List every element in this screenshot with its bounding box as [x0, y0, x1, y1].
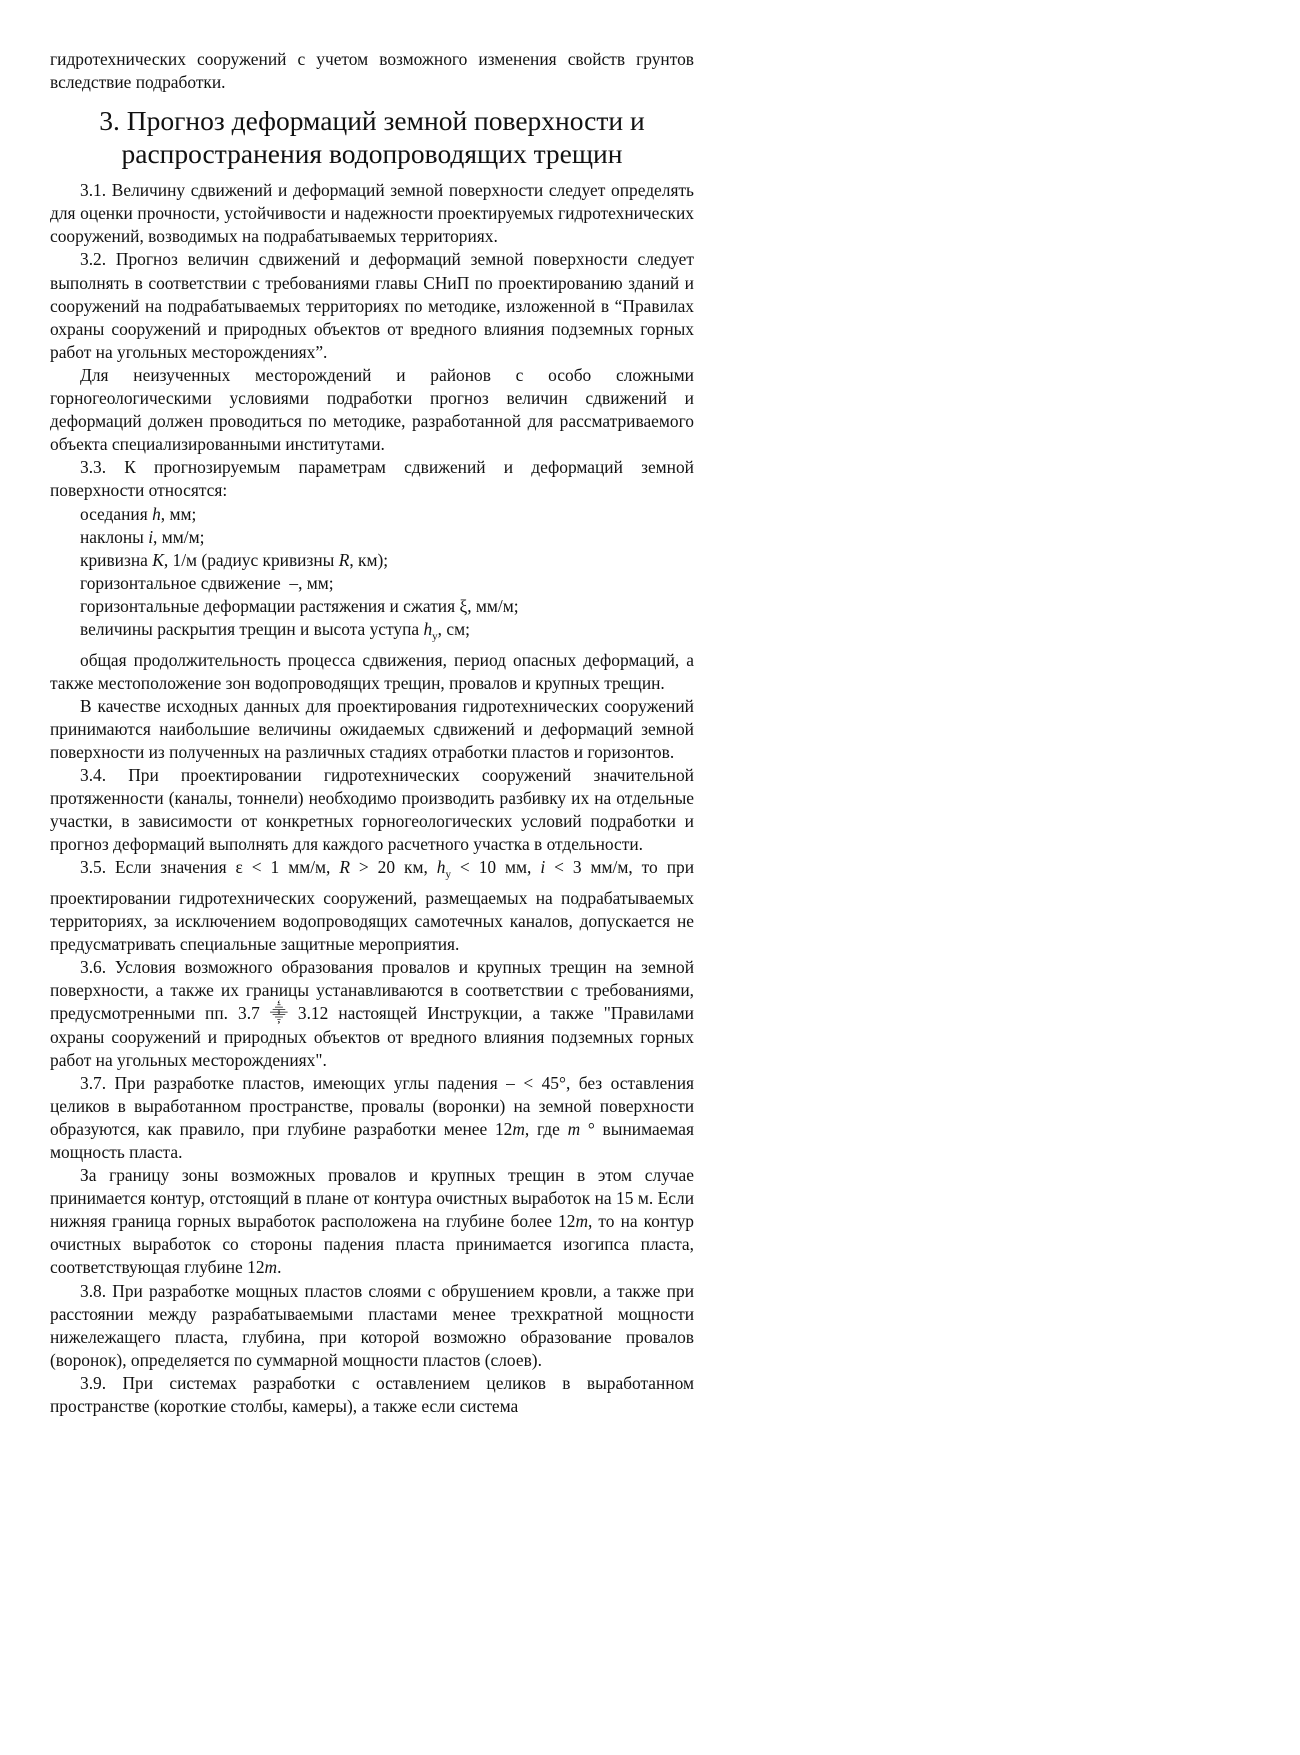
paragraph-3-9: 3.9. При системах разработки с оставлением целиков в выработанном пространстве (короткие столбы, камеры), а также если система [50, 1372, 694, 1416]
param-item: горизонтальные деформации растяжения и сжатия ξ, мм/м; [80, 595, 519, 616]
paragraph-3-1: 3.1. Величину сдвижений и деформаций земной поверхности следует определять для оценки прочности, устойчивости и надежности проектируемых гидротехнических сооружений, возводимых на подрабатываемых территориях. [50, 180, 694, 247]
section-title [50, 104, 694, 170]
paragraph-3-7: 3.7. При разработке пластов, имеющих углы падения – < 45°, без оставления целиков в выработанном пространстве, провалы (воронки) на земной поверхности образуются, как правило, при глубине разработки менее 12m, где m ° вынимаемая мощность пласта. [50, 1072, 694, 1162]
section-title-line2: распространения водопроводящих трещин [121, 138, 623, 170]
param-item: горизонтальное сдвижение –, мм; [80, 572, 334, 593]
section-title-line1: 3. Прогноз деформаций земной поверхности и [99, 105, 645, 137]
paragraph-3-7b: За границу зоны возможных провалов и крупных трещин в этом случае принимается контур, отстоящий в плане от контура очистных выработок на 15 м. Если нижняя граница горных выработок расположена на глубине более 12m, то на контур очистных выработок со стороны падения пласта принимается изогипса пласта, соответствующая глубине 12m. [50, 1165, 694, 1278]
intro-paragraph: гидротехнических сооружений с учетом возможного изменения свойств грунтов вследствие подработки. [50, 49, 694, 93]
paragraph-3-5: 3.5. Если значения ε < 1 мм/м, R > 20 км, $h_у < 10$ мм, i < 3 мм/м, то при проектировании гидротехнических сооружений, размещаемых на подрабатываемых территориях, за исключением водопроводящих самотечных каналов, допускается не предусматривать специальные защитные мероприятия. [50, 857, 695, 955]
paragraph-3-6: 3.6. Условия возможного образования провалов и крупных трещин на земной поверхности, а также их границы устанавливаются в соответствии с требованиями, предусмотренными пп. 3.7 ⸎ 3.12 настоящей Инструкции, а также "Правилами охраны сооружений и природных объектов от вредного влияния подземных горных работ на угольных месторождениях". [50, 957, 694, 1070]
paragraph-3-3c: В качестве исходных данных для проектирования гидротехнических сооружений принимаются наибольшие величины ожидаемых сдвижений и деформаций земной поверхности из полученных на различных стадиях отработки пластов и горизонтов. [50, 695, 694, 762]
paragraph-3-3: 3.3. К прогнозируемым параметрам сдвижений и деформаций земной поверхности относятся: [50, 457, 694, 501]
param-item: кривизна K, 1/м (радиус кривизны R, км); [80, 549, 389, 570]
param-item: оседания h, мм; [80, 503, 197, 524]
document-page [50, 48, 694, 1418]
paragraph-3-4: 3.4. При проектировании гидротехнических сооружений значительной протяженности (каналы, тоннели) необходимо производить разбивку их на отдельные участки, в зависимости от конкретных горногеологических условий подработки и прогноз деформаций выполнять для каждого расчетного участка в отдельности. [50, 765, 694, 855]
paragraph-3-2: 3.2. Прогноз величин сдвижений и деформаций земной поверхности следует выполнять в соответствии с требованиями главы СНиП по проектированию зданий и сооружений на подрабатываемых территориях по методике, изложенной в “Правилах охраны сооружений и природных объектов от вредного влияния подземных горных работ на угольных месторождениях”. [50, 249, 694, 362]
param-item: величины раскрытия трещин и высота уступа $h_у$, см; [80, 618, 470, 643]
param-item: наклоны i, мм/м; [80, 526, 205, 547]
paragraph-3-8: 3.8. При разработке мощных пластов слоями с обрушением кровли, а также при расстоянии между разрабатываемыми пластами менее трехкратной мощности нижележащего пласта, глубина, при которой возможно образование провалов (воронок), определяется по суммарной мощности пластов (слоев). [50, 1280, 694, 1370]
paragraph-3-3b: общая продолжительность процесса сдвижения, период опасных деформаций, а также местоположение зон водопроводящих трещин, провалов и крупных трещин. [50, 649, 694, 693]
paragraph-3-2b: Для неизученных месторождений и районов с особо сложными горногеологическими условиями подработки прогноз величин сдвижений и деформаций должен проводиться по методике, разработанной для рассматриваемого объекта специализированными институтами. [50, 364, 694, 455]
